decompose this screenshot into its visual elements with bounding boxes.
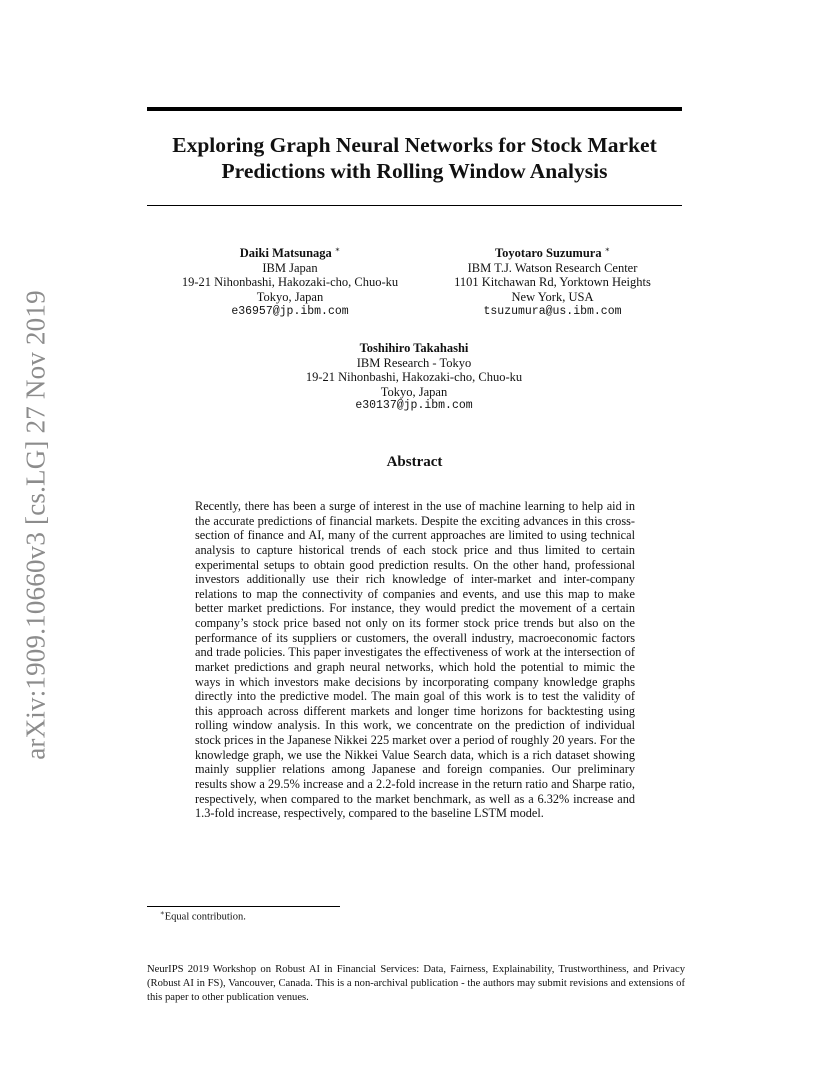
equal-contribution-mark: ∗ [604, 245, 611, 254]
author-email: tsuzumura@us.ibm.com [483, 304, 622, 318]
footnote [160, 909, 246, 923]
title-line-2: Predictions with Rolling Window Analysis [221, 159, 608, 183]
author-address: 19-21 Nihonbashi, Hakozaki-cho, Chuo-ku [181, 275, 399, 290]
title-line-1: Exploring Graph Neural Networks for Stock Market [172, 133, 657, 157]
author-address: Tokyo, Japan [256, 289, 324, 304]
author-1 [160, 243, 420, 319]
author-2 [425, 243, 680, 319]
paper-title [147, 132, 682, 184]
author-address: Tokyo, Japan [380, 384, 448, 399]
author-address: 19-21 Nihonbashi, Hakozaki-cho, Chuo-ku [305, 370, 523, 385]
author-affiliation: IBM T.J. Watson Research Center [467, 260, 638, 275]
author-address: New York, USA [511, 289, 594, 304]
author-name: Daiki Matsunaga ∗ [239, 245, 341, 261]
arxiv-stamp-text: arXiv:1909.10660v3 [cs.LG] 27 Nov 2019 [20, 290, 51, 760]
author-name: Toshihiro Takahashi [359, 341, 469, 355]
abstract-body: Recently, there has been a surge of interest in the use of machine learning to help aid in the accurate predictions of financial markets. Despite the exciting advances in this cross-section of finance and AI, many of the current approaches are limited to using technical analysis to capture historical trends of each stock price and thus limited to certain experimental setups to obtain good prediction results. On the other hand, professional investors additionally use their rich knowledge of inter-market and inter-company relations to map the connectivity of companies and events, and use this map to make better market predictions. For instance, they would predict the movement of a certain company’s stock price based not only on its former stock price trends but also on the performance of its suppliers or customers, the overall industry, macroeconomic factors and trade policies. This paper investigates the effectiveness of work at the intersection of market predictions and graph neural networks, which hold the potential to mimic the ways in which investors make decisions by incorporating company knowledge graphs directly into the predictive model. The main goal of this work is to test the validity of this approach across different markets and longer time horizons for backtesting using rolling window analysis. In this work, we concentrate on the prediction of individual stock prices in the Japanese Nikkei 225 market over a period of roughly 20 years. For the knowledge graph, we use the Nikkei Value Search data, which is a rich dataset showing mainly supplier relations among Japanese and foreign companies. Our preliminary results show a 29.5% increase and a 2.2-fold increase in the return ratio and Sharpe ratio, respectively, when compared to the market benchmark, as well as a 6.32% increase and 1.3-fold increase, respectively, compared to the baseline LSTM model. [195, 499, 635, 821]
abstract-heading: Abstract [386, 454, 443, 470]
footnote-text: Equal contribution. [164, 911, 246, 923]
equal-contribution-mark: ∗ [334, 245, 341, 254]
venue-note: NeurIPS 2019 Workshop on Robust AI in Financial Services: Data, Fairness, Explainability, Trustworthiness, and Privacy (Robust AI in FS), Vancouver, Canada. This is a non-archival publication - the authors may submit revisions and extensions of this paper to other publication venues. [147, 964, 685, 1003]
footnote-mark: ∗ [160, 909, 165, 917]
title-rule-top [147, 107, 682, 111]
author-name: Toyotaro Suzumura ∗ [494, 245, 611, 261]
author-affiliation: IBM Japan [262, 260, 318, 275]
author-affiliation: IBM Research - Tokyo [356, 355, 472, 370]
author-email: e36957@jp.ibm.com [231, 304, 349, 318]
author-3 [254, 341, 574, 414]
footnote-rule [147, 906, 340, 907]
author-email: e30137@jp.ibm.com [355, 399, 473, 413]
author-address: 1101 Kitchawan Rd, Yorktown Heights [454, 275, 651, 290]
title-rule-bottom [147, 205, 682, 206]
